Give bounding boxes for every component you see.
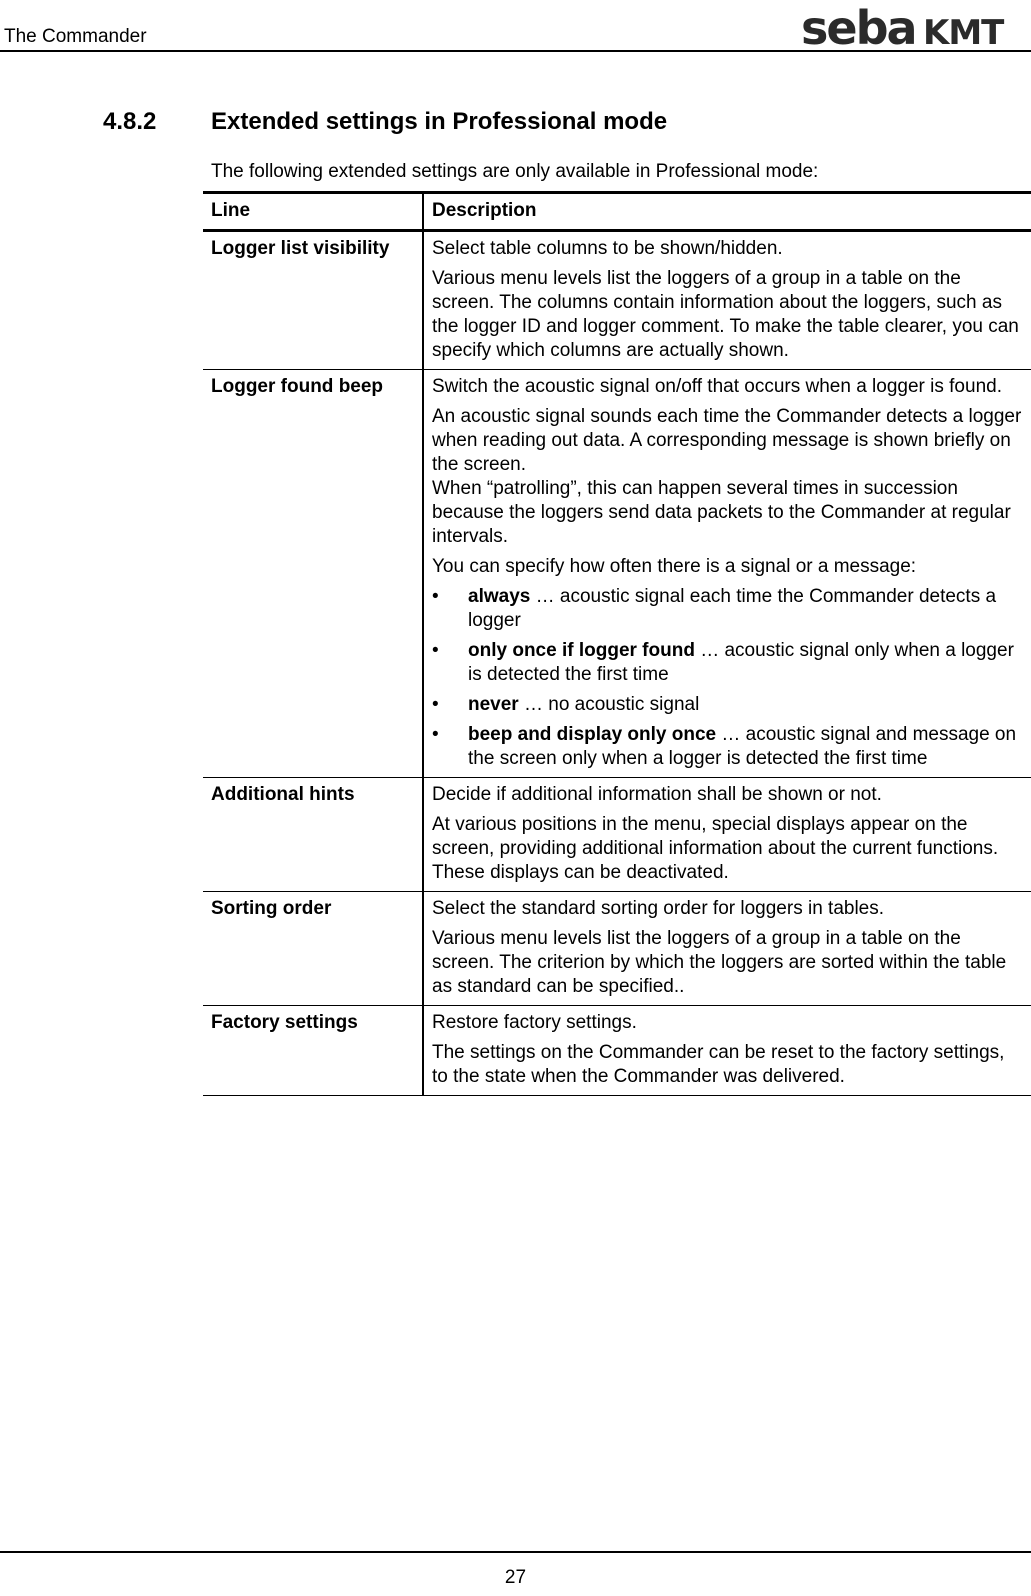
description-paragraph: When “patrolling”, this can happen several times in succession because the loggers send data packets to the Commander at regular intervals.	[432, 478, 1011, 547]
row-description	[423, 778, 1031, 892]
intro-text: The following extended settings are only available in Professional mode:	[211, 161, 819, 182]
list-item	[432, 723, 1023, 771]
option-text: … acoustic signal each time the Commander detects a logger	[468, 586, 997, 631]
row-line-factory-settings: Factory settings	[203, 1006, 423, 1096]
bullet-icon: •	[432, 724, 439, 745]
row-line-logger-list-visibility: Logger list visibility	[203, 231, 423, 370]
description-paragraph: Various menu levels list the loggers of a group in a table on the screen. The columns contain information about the loggers, such as the logger ID and logger comment. To make the table clearer, you can specify which columns are actually shown.	[432, 268, 1019, 361]
option-term: beep and display only once	[468, 724, 717, 745]
row-description	[423, 231, 1031, 370]
description-paragraph: Decide if additional information shall be shown or not.	[432, 784, 882, 805]
option-text: … no acoustic signal	[518, 694, 700, 715]
row-line-additional-hints: Additional hints	[203, 778, 423, 892]
page-number: 27	[504, 1567, 527, 1588]
description-paragraph: Switch the acoustic signal on/off that occurs when a logger is found.	[432, 376, 1002, 397]
svg-text:KMT: KMT	[923, 13, 1004, 50]
option-text: … acoustic signal and message on the screen only when a logger is detected the first time	[468, 724, 1017, 769]
list-item	[432, 585, 1023, 633]
svg-text:seba: seba	[801, 4, 916, 50]
description-paragraph: Restore factory settings.	[432, 1012, 637, 1033]
list-item	[432, 693, 1023, 717]
table-row	[203, 892, 1031, 1006]
description-paragraph: Select the standard sorting order for loggers in tables.	[432, 898, 885, 919]
header-divider	[0, 50, 1031, 52]
section-title: Extended settings in Professional mode	[211, 108, 668, 135]
description-paragraph: At various positions in the menu, special displays appear on the screen, providing additional information about the current functions. These displays can be deactivated.	[432, 814, 999, 883]
row-description	[423, 1006, 1031, 1096]
bullet-icon: •	[432, 640, 439, 661]
table-row	[203, 370, 1031, 778]
table-header-row	[203, 193, 1031, 231]
row-line-logger-found-beep: Logger found beep	[203, 370, 423, 778]
table-row	[203, 1006, 1031, 1096]
settings-table	[203, 191, 1031, 1096]
section-number: 4.8.2	[103, 108, 157, 135]
column-header-line: Line	[203, 193, 423, 231]
option-term: only once if logger found	[468, 640, 695, 661]
bullet-icon: •	[432, 586, 439, 607]
list-item	[432, 639, 1023, 687]
table-row	[203, 778, 1031, 892]
sebakmt-logo	[801, 4, 1023, 50]
bullet-icon: •	[432, 694, 439, 715]
row-description	[423, 892, 1031, 1006]
option-list	[432, 585, 1023, 771]
description-paragraph: Select table columns to be shown/hidden.	[432, 238, 783, 259]
description-paragraph: The settings on the Commander can be reset to the factory settings, to the state when the Commander was delivered.	[432, 1042, 1005, 1087]
column-header-description: Description	[423, 193, 1031, 231]
description-paragraph: You can specify how often there is a signal or a message:	[432, 556, 917, 577]
row-line-sorting-order: Sorting order	[203, 892, 423, 1006]
table-row	[203, 231, 1031, 370]
footer-divider	[0, 1551, 1031, 1553]
option-term: always	[468, 586, 531, 607]
option-term: never	[468, 694, 519, 715]
description-paragraph: An acoustic signal sounds each time the Commander detects a logger when reading out data. A corresponding message is shown briefly on the screen.	[432, 406, 1022, 475]
description-paragraph: Various menu levels list the loggers of a group in a table on the screen. The criterion by which the loggers are sorted within the table as standard can be specified..	[432, 928, 1007, 997]
header-title: The Commander	[4, 26, 147, 47]
row-description	[423, 370, 1031, 778]
option-text: … acoustic signal only when a logger is detected the first time	[468, 640, 1014, 685]
